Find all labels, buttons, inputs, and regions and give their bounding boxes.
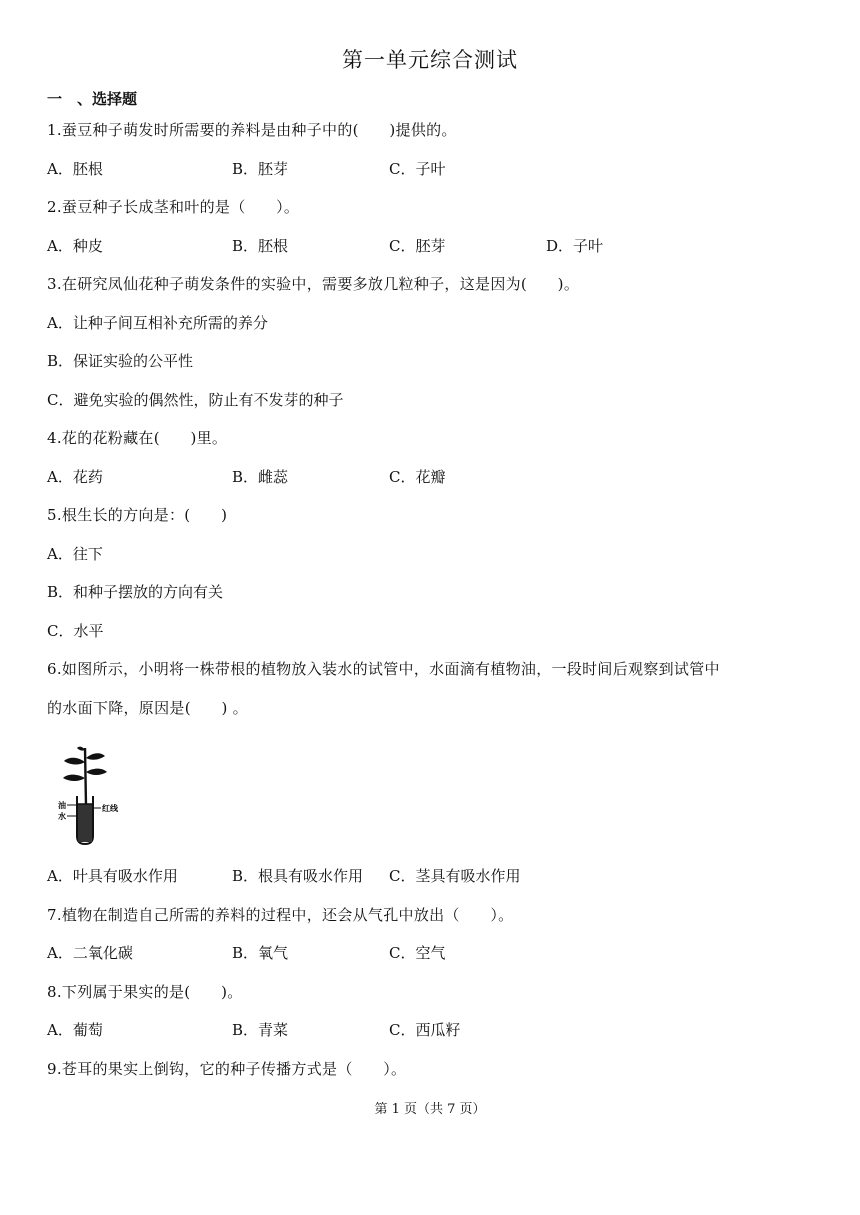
q5-option-c[interactable]: C．水平 <box>47 622 104 640</box>
question-7: 7.植物在制造自己所需的养料的过程中，还会从气孔中放出（ ）。 <box>47 906 514 924</box>
q8-option-b[interactable]: B．青菜 <box>232 1021 289 1039</box>
section-heading: 一 、选择题 <box>47 90 138 108</box>
q7-option-c[interactable]: C．空气 <box>389 944 446 962</box>
figure-label-red-line: 红线 <box>102 804 118 813</box>
question-9: 9.苍耳的果实上倒钩，它的种子传播方式是（ ）。 <box>47 1060 407 1078</box>
q4-option-a[interactable]: A．花药 <box>47 468 103 486</box>
q8-option-c[interactable]: C．西瓜籽 <box>389 1021 461 1039</box>
q1-option-b[interactable]: B．胚芽 <box>232 160 289 178</box>
q5-option-a[interactable]: A．往下 <box>47 545 103 563</box>
question-6: 6.如图所示，小明将一株带根的植物放入装水的试管中，水面滴有植物油，一段时间后观察到试管中 <box>47 660 720 678</box>
q4-option-c[interactable]: C．花瓣 <box>389 468 446 486</box>
q2-option-a[interactable]: A．种皮 <box>47 237 103 255</box>
q4-option-b[interactable]: B．雌蕊 <box>232 468 289 486</box>
q3-option-b[interactable]: B．保证实验的公平性 <box>47 352 194 370</box>
figure-label-oil: 油 <box>58 801 66 810</box>
question-1: 1.蚕豆种子萌发时所需要的养料是由种子中的( )提供的。 <box>47 121 457 139</box>
q5-option-b[interactable]: B．和种子摆放的方向有关 <box>47 583 224 601</box>
q1-option-c[interactable]: C．子叶 <box>389 160 446 178</box>
q3-option-c[interactable]: C．避免实验的偶然性，防止有不发芽的种子 <box>47 391 344 409</box>
question-6-continued: 的水面下降，原因是( ) 。 <box>47 699 248 717</box>
page-footer: 第 1 页（共 7 页） <box>374 1102 486 1117</box>
q2-option-c[interactable]: C．胚芽 <box>389 237 446 255</box>
q2-option-b[interactable]: B．胚根 <box>232 237 289 255</box>
question-4: 4.花的花粉藏在( )里。 <box>47 429 228 447</box>
q1-option-a[interactable]: A．胚根 <box>47 160 103 178</box>
q6-option-b[interactable]: B．根具有吸水作用 <box>232 867 364 885</box>
plant-test-tube-figure <box>55 744 125 846</box>
q3-option-a[interactable]: A．让种子间互相补充所需的养分 <box>47 314 268 332</box>
q8-option-a[interactable]: A．葡萄 <box>47 1021 103 1039</box>
question-8: 8.下列属于果实的是( )。 <box>47 983 243 1001</box>
q6-option-c[interactable]: C．茎具有吸水作用 <box>389 867 521 885</box>
q2-option-d[interactable]: D．子叶 <box>546 237 604 255</box>
figure-label-water: 水 <box>58 812 66 821</box>
question-2: 2.蚕豆种子长成茎和叶的是（ ）。 <box>47 198 300 216</box>
q7-option-a[interactable]: A．二氧化碳 <box>47 944 133 962</box>
q7-option-b[interactable]: B．氧气 <box>232 944 289 962</box>
q6-option-a[interactable]: A．叶具有吸水作用 <box>47 867 178 885</box>
question-5: 5.根生长的方向是：( ) <box>47 506 228 524</box>
page-title: 第一单元综合测试 <box>342 48 518 72</box>
question-3: 3.在研究凤仙花种子萌发条件的实验中，需要多放几粒种子，这是因为( )。 <box>47 275 580 293</box>
